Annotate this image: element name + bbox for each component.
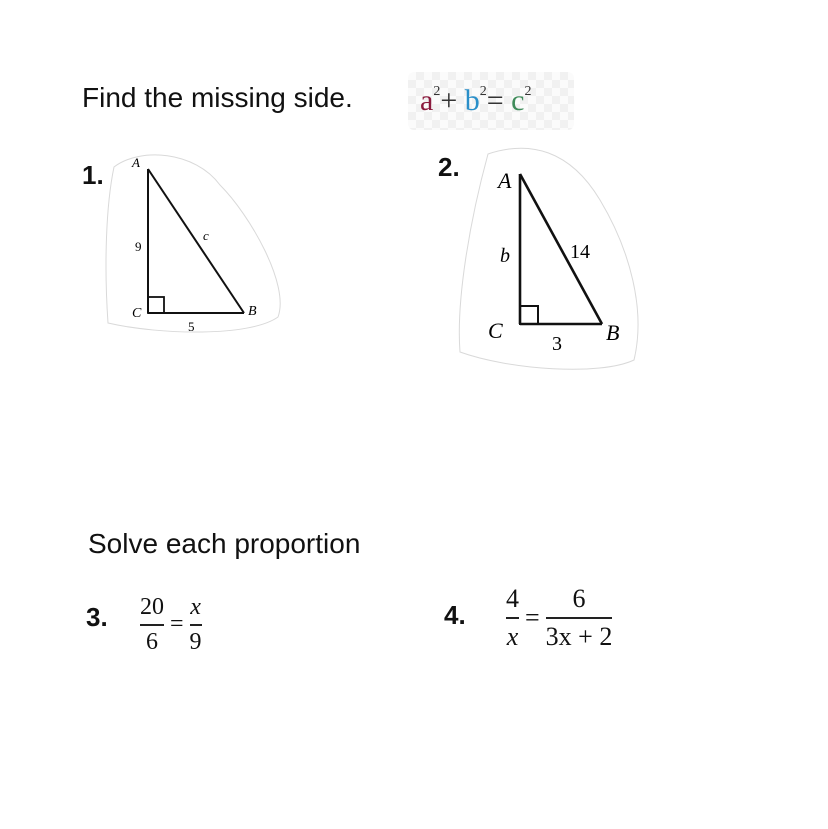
problem-4-number: 4. [444, 600, 466, 630]
problem-2-vertex-b: B [606, 320, 620, 345]
problem-3-left-denominator: 6 [146, 628, 158, 655]
pythagorean-formula [420, 84, 532, 118]
problem-3-proportion [140, 594, 202, 656]
problem-3-number: 3. [86, 602, 108, 632]
problem-4-right-denominator: 3x + 2 [545, 621, 613, 651]
formula-b: b [464, 84, 480, 117]
section-heading-find-missing-side: Find the missing side. [82, 82, 353, 113]
formula-plus: + [440, 84, 458, 117]
formula-a: a [420, 84, 434, 117]
problem-4-right-fraction-bar [546, 617, 613, 619]
problem-2-side-ab-label: 14 [570, 241, 590, 263]
problem-2-side-cb-label: 3 [552, 333, 562, 355]
problem-1-vertex-a: A [132, 155, 140, 170]
problem-1-side-ac-label: 9 [135, 239, 142, 254]
formula-b-exponent: 2 [479, 84, 487, 99]
problem-1-side-cb-label: 5 [188, 319, 195, 334]
problem-1-triangle-figure [100, 145, 300, 345]
problem-3-left-fraction [140, 594, 164, 656]
problem-2-side-ac-label: b [500, 245, 510, 267]
problem-1-vertex-c: C [132, 306, 142, 321]
formula-a-exponent: 2 [433, 84, 441, 99]
problem-4-equals: = [525, 602, 540, 632]
formula-c-exponent: 2 [524, 84, 532, 99]
problem-1-side-ab-label: c [203, 228, 209, 243]
problem-4-right-numerator: 6 [572, 584, 586, 613]
problem-1-number: 1. [82, 160, 104, 190]
problem-3-right-fraction [190, 594, 202, 656]
formula-equals: = [486, 84, 504, 117]
problem-4-proportion [506, 584, 612, 652]
problem-2-vertex-a: A [498, 168, 512, 193]
formula-c: c [511, 84, 525, 117]
problem-4-left-fraction [506, 584, 519, 652]
problem-3-equals: = [170, 611, 184, 638]
problem-2-triangle-figure [450, 140, 650, 380]
section-heading-solve-proportion: Solve each proportion [88, 528, 361, 559]
problem-4-left-numerator: 4 [506, 584, 519, 613]
problem-3-left-numerator: 20 [140, 594, 164, 620]
problem-4-left-fraction-bar [506, 617, 519, 619]
problem-4-right-fraction [546, 584, 613, 652]
problem-3-right-fraction-bar [190, 624, 202, 626]
problem-3-right-numerator: x [190, 594, 201, 620]
problem-3-left-fraction-bar [140, 624, 164, 626]
problem-2-vertex-c: C [488, 318, 503, 343]
problem-3-right-denominator: 9 [189, 628, 202, 655]
problem-2-number: 2. [438, 152, 460, 182]
problem-1-vertex-b: B [248, 304, 257, 319]
problem-4-left-denominator: x [506, 621, 519, 651]
